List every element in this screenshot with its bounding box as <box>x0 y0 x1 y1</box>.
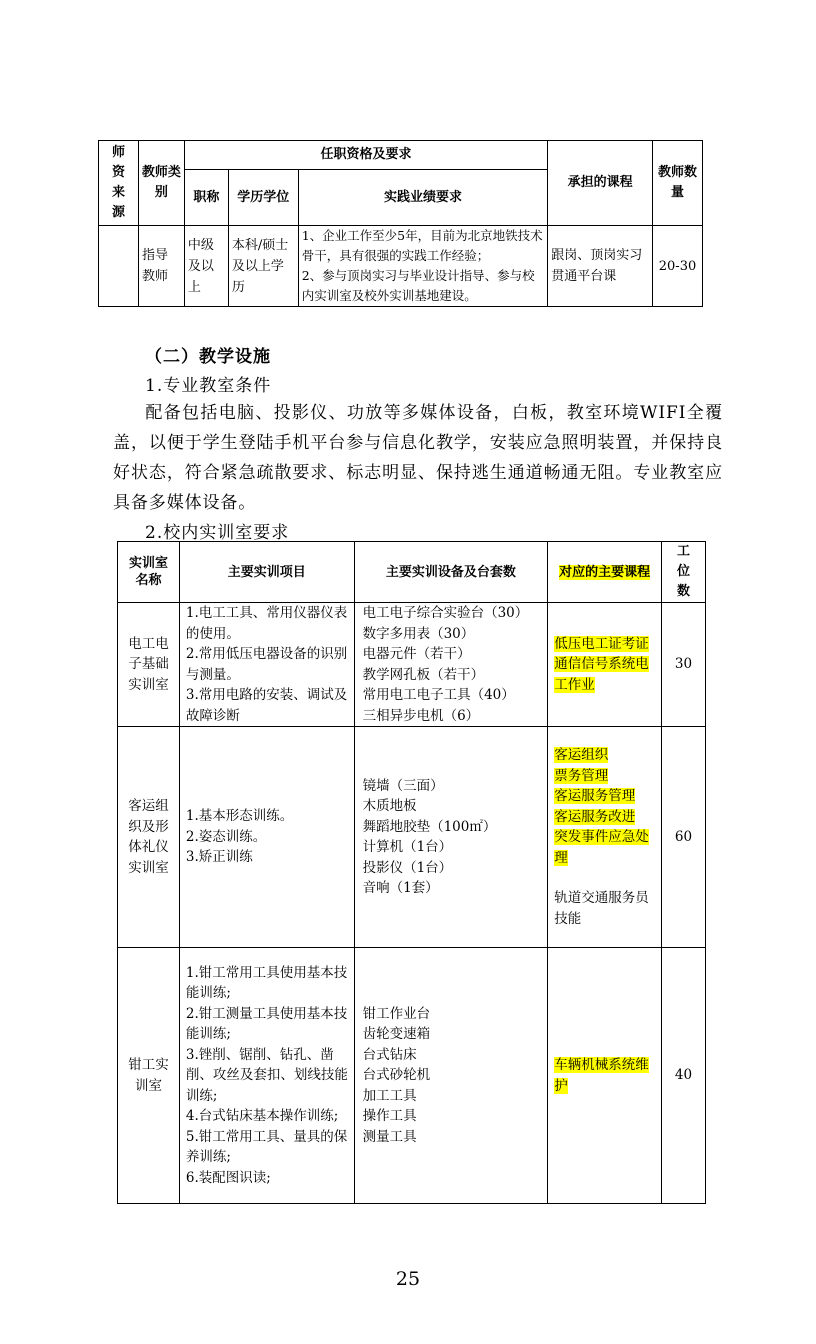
cell-courses: 跟岗、顶岗实习贯通平台课 <box>548 226 653 307</box>
cell-source <box>99 226 139 307</box>
equipment-cell <box>354 948 548 1204</box>
list-item: 常用电工电子工具（40） <box>362 687 515 703</box>
list-item: 镜墙（三面） <box>362 777 444 794</box>
list-item: 台式钻床 <box>362 1046 417 1063</box>
classroom-paragraph <box>113 398 723 518</box>
list-item: 钳工作业台 <box>362 1005 431 1022</box>
list-item: 舞蹈地胶垫（100㎡） <box>362 818 497 835</box>
stations-cell: 30 <box>662 603 706 727</box>
projects-cell <box>179 603 354 727</box>
list-item: 3.矫正训练 <box>185 849 253 866</box>
list-item: 4.台式钻床基本操作训练; <box>185 1108 339 1125</box>
table-row <box>118 603 706 727</box>
stations-cell: 60 <box>662 727 706 948</box>
list-item: 测量工具 <box>362 1128 417 1145</box>
list-item: 齿轮变速箱 <box>362 1026 431 1043</box>
header-education: 学历学位 <box>228 170 298 226</box>
room-name: 电工电子基础实训室 <box>118 603 180 727</box>
teacher-table <box>98 140 703 307</box>
room-name: 客运组织及形体礼仪实训室 <box>118 727 180 948</box>
list-item: 2.姿态训练。 <box>185 828 267 845</box>
courses-cell <box>548 603 662 727</box>
list-item: 1.基本形态训练。 <box>185 808 294 825</box>
header-practice: 实践业绩要求 <box>298 170 548 226</box>
projects-cell <box>179 948 354 1204</box>
stations-cell: 40 <box>662 948 706 1204</box>
course-highlighted: 车辆机械系统维护 <box>554 1057 649 1094</box>
list-item: 6.装配图识读; <box>185 1169 271 1186</box>
list-item: 三相异步电机（6） <box>362 707 480 724</box>
list-item: 加工工具 <box>362 1087 417 1104</box>
equipment-cell <box>354 603 548 727</box>
list-item: 操作工具 <box>362 1108 417 1125</box>
courses-cell <box>548 727 662 948</box>
header-count: 教师数量 <box>653 141 703 226</box>
list-item: 电器元件（若干） <box>362 646 471 662</box>
header-title: 职称 <box>184 170 228 226</box>
course-highlighted: 客运组织 <box>554 747 609 763</box>
header-qualification: 任职资格及要求 <box>184 141 547 170</box>
table-row <box>118 727 706 948</box>
list-item: 投影仪（1台） <box>362 859 453 876</box>
courses-cell <box>548 948 662 1204</box>
list-item: 教学网孔板（若干） <box>362 666 485 683</box>
list-item: 3.常用电路的安装、调试及故障诊断 <box>185 687 348 724</box>
projects-cell <box>179 727 354 948</box>
list-item: 木质地板 <box>362 798 417 814</box>
practice-line-2: 2、参与顶岗实习与毕业设计指导、参与校内实训室及校外实训基地建设。 <box>301 268 535 303</box>
course-highlighted: 通信信号系统电工作业 <box>554 656 649 693</box>
header-courses-text: 对应的主要课程 <box>559 564 651 580</box>
course-highlighted: 突发事件应急处理 <box>554 829 649 866</box>
header-courses <box>548 542 662 603</box>
page-number: 25 <box>395 1268 421 1290</box>
subheading-labs: 2.校内实训室要求 <box>145 523 290 543</box>
header-equipment: 主要实训设备及台套数 <box>354 542 548 603</box>
subheading-classroom: 1.专业教室条件 <box>145 376 272 396</box>
course-highlighted: 低压电工证考证 <box>554 635 649 652</box>
course-highlighted: 客运服务改进 <box>554 808 636 825</box>
cell-education: 本科/硕士及以上学历 <box>228 226 298 307</box>
header-projects: 主要实训项目 <box>179 542 354 603</box>
header-courses: 承担的课程 <box>548 141 653 226</box>
list-item: 5.钳工常用工具、量具的保养训练; <box>185 1128 348 1166</box>
list-item: 3.锉削、锯削、钻孔、凿削、攻丝及套扣、划线技能训练; <box>185 1046 348 1104</box>
classroom-paragraph-text: 配备包括电脑、投影仪、功放等多媒体设备，白板，教室环境WIFI全覆盖，以便于学生登陆手机平台参与信息化教学，安装应急照明装置，并保持良好状态，符合紧急疏散要求、标志明显、保持逃生通道畅通无阻。专业教室应具备多媒体设备。 <box>113 403 723 513</box>
list-item: 计算机（1台） <box>362 839 453 855</box>
header-room: 实训室名称 <box>118 542 180 603</box>
practice-line-1: 1、企业工作至少5年，目前为北京地铁技术骨干，具有很强的实践工作经验； <box>301 228 543 263</box>
header-category: 教师类别 <box>138 141 184 226</box>
cell-count: 20-30 <box>653 226 703 307</box>
course-highlighted: 票务管理 <box>554 767 609 784</box>
list-item: 2.常用低压电器设备的识别与测量。 <box>185 646 348 683</box>
course-highlighted: 客运服务管理 <box>554 788 636 804</box>
training-room-table <box>117 541 706 1204</box>
list-item: 1.钳工常用工具使用基本技能训练; <box>185 964 348 1002</box>
list-item: 音响（1套） <box>362 880 439 896</box>
list-item: 1.电工工具、常用仪器仪表的使用。 <box>185 605 348 642</box>
section-heading: （二）教学设施 <box>145 347 271 367</box>
table-row <box>118 948 706 1204</box>
cell-category: 指导教师 <box>138 226 184 307</box>
course-item: 轨道交通服务员技能 <box>554 890 649 927</box>
list-item: 电工电子综合实验台（30） <box>362 605 529 621</box>
list-item: 数字多用表（30） <box>362 625 475 642</box>
header-stations: 工位数 <box>662 542 706 603</box>
cell-title: 中级及以上 <box>184 226 228 307</box>
room-name: 钳工实训室 <box>118 948 180 1204</box>
equipment-cell <box>354 727 548 948</box>
list-item: 台式砂轮机 <box>362 1067 431 1084</box>
list-item: 2.钳工测量工具使用基本技能训练; <box>185 1005 348 1043</box>
header-source: 师资来源 <box>99 141 139 226</box>
cell-practice <box>298 226 548 307</box>
